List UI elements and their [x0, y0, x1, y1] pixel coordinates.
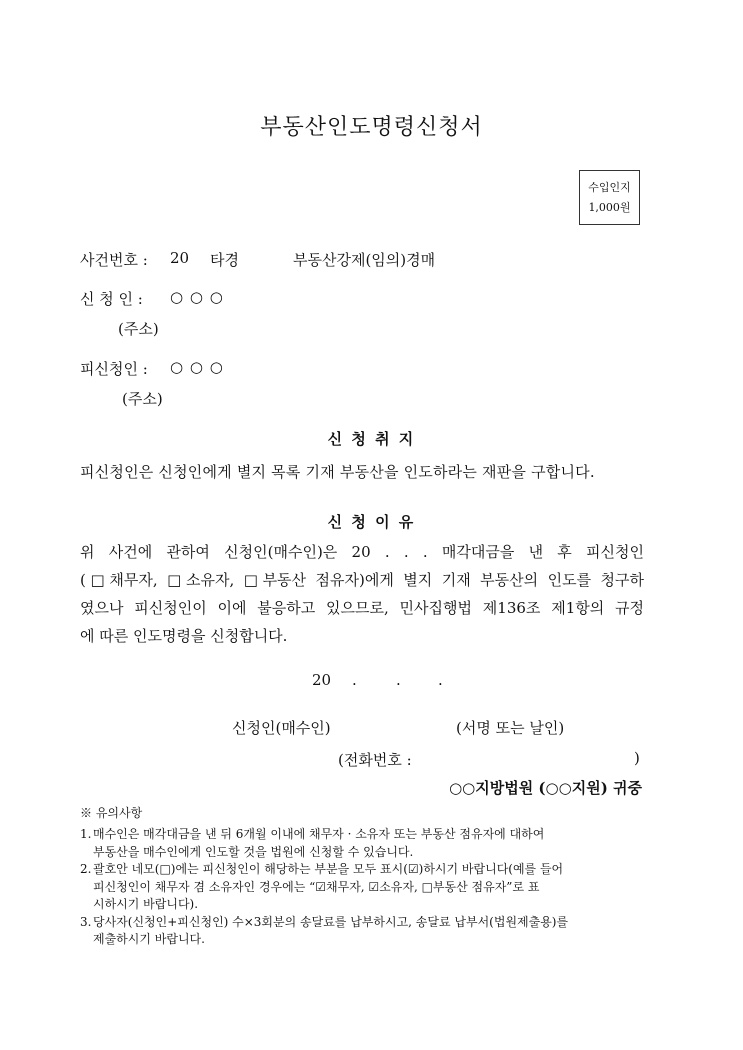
- signer-label: 신청인(매수인): [232, 719, 331, 737]
- note-line: 피신청인이 채무자 겸 소유자인 경우에는 “☑채무자, ☑소유자, □부동산 점유자”로 표: [93, 879, 540, 894]
- reason-heading: 신 청 이 유: [327, 513, 416, 531]
- note-line: 부동산을 매수인에게 인도할 것을 법원에 신청할 수 있습니다.: [93, 844, 414, 859]
- respondent-address: (주소): [122, 390, 163, 408]
- notes-list: [80, 826, 646, 949]
- applicant-name: ○ ○ ○: [170, 288, 224, 306]
- note-line: 매수인은 매각대금을 낸 뒤 6개월 이내에 채무자 · 소유자 또는 부동산 점유자에 대하여: [93, 827, 545, 841]
- court-addressee: ○○지방법원 (○○지원) 귀중: [449, 779, 642, 797]
- date-dot: .: [352, 671, 357, 689]
- phone-close: ): [634, 749, 640, 767]
- note-number: 1.: [80, 827, 92, 841]
- case-kind: 부동산강제(임의)경매: [293, 251, 436, 269]
- note-number: 3.: [80, 914, 92, 929]
- reason-line: 였으나 피신청인이 이에 불응하고 있으므로, 민사집행법 제136조 제1항의 규정: [80, 599, 644, 617]
- case-number-label: 사건번호 :: [80, 251, 148, 269]
- signature-note: (서명 또는 날인): [456, 719, 565, 737]
- reason-paragraph: [80, 538, 644, 650]
- case-year: 20: [170, 249, 190, 267]
- document-title: 부동산인도명령신청서: [260, 115, 483, 140]
- respondent-name: ○ ○ ○: [170, 358, 224, 376]
- applicant-address: (주소): [118, 320, 159, 338]
- stamp-label: 수입인지: [588, 181, 631, 194]
- note-number: 2.: [80, 862, 92, 876]
- applicant-label: 신 청 인 :: [80, 290, 143, 308]
- date-year: 20: [312, 671, 332, 689]
- note-line: 시하시기 바랍니다).: [93, 897, 199, 911]
- note-item: [80, 826, 646, 861]
- reason-line: 위 사건에 관하여 신청인(매수인)은 20 . . . 매각대금을 낸 후 피신청인: [80, 543, 644, 561]
- note-line: 괄호안 네모(□)에는 피신청인이 해당하는 부분을 모두 표시(☑)하시기 바랍니다(예를 들어: [93, 862, 564, 876]
- note-item: [80, 914, 646, 949]
- note-line: 제출하시기 바랍니다.: [93, 932, 205, 946]
- note-item: [80, 861, 646, 914]
- phone-label: (전화번호 :: [338, 751, 412, 769]
- note-line: 당사자(신청인+피신청인) 수×3회분의 송달료를 납부하시고, 송달료 납부서(법원제출용)를: [93, 914, 569, 929]
- reason-line: (□채무자, □소유자, □부동산 점유자)에게 별지 기재 부동산의 인도를 청구하: [80, 571, 644, 589]
- respondent-label: 피신청인 :: [80, 360, 148, 378]
- purpose-text: 피신청인은 신청인에게 별지 목록 기재 부동산을 인도하라는 재판을 구합니다.: [80, 463, 595, 481]
- purpose-heading: 신 청 취 지: [327, 430, 416, 448]
- notes-heading: ※ 유의사항: [80, 806, 143, 820]
- stamp-amount: 1,000원: [588, 201, 631, 214]
- reason-line: 에 따른 인도명령을 신청합니다.: [80, 627, 288, 645]
- date-dot: .: [438, 671, 443, 689]
- case-type: 타경: [210, 251, 239, 269]
- revenue-stamp-box: [579, 170, 640, 225]
- date-dot: .: [396, 671, 401, 689]
